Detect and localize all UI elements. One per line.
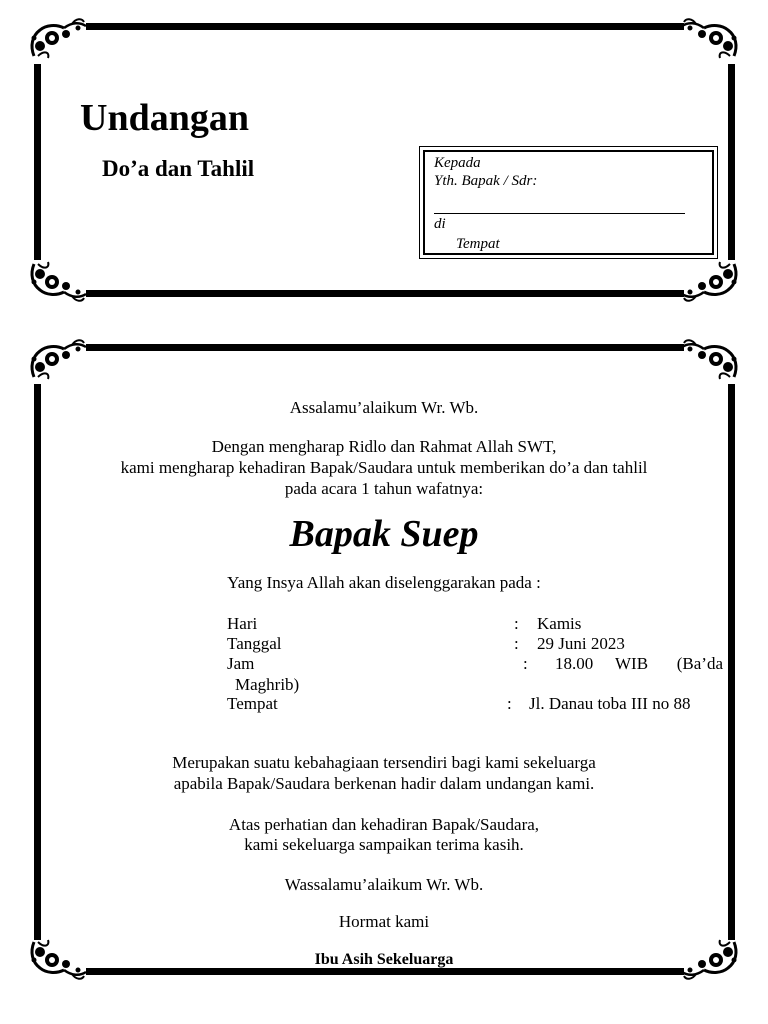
detail-tanggal-label: Tanggal [227,634,282,653]
letter-border-top [86,344,684,351]
address-tempat: Tempat [456,236,500,252]
envelope-border-bottom [86,290,684,297]
detail-hari-label: Hari [227,614,258,633]
corner-ornament-icon [680,258,740,304]
held-on-text: Yang Insya Allah akan diselenggarakan pada : [227,573,541,592]
detail-jam-time: 18.00 [555,654,594,673]
detail-jam-label: Jam [227,654,255,673]
intro-line: pada acara 1 tahun wafatnya: [284,479,484,498]
address-blank-line [434,213,685,214]
detail-separator: : [523,654,528,673]
corner-ornament-icon [28,337,88,383]
envelope-border-right [728,64,735,260]
greeting: Assalamu’alaikum Wr. Wb. [289,398,479,417]
detail-jam-zone: WIB [615,654,649,673]
regards: Hormat kami [338,912,430,931]
address-kepada: Kepada [434,155,481,171]
deceased-name: Bapak Suep [289,513,479,555]
invitation-subtitle: Do’a dan Tahlil [102,156,255,181]
thanks-line: Atas perhatian dan kehadiran Bapak/Saudara, [228,815,540,834]
corner-ornament-icon [28,16,88,62]
envelope-border-top [86,23,684,30]
closing-line: apabila Bapak/Saudara berkenan hadir dalam undangan kami. [173,774,595,793]
detail-separator: : [514,634,519,653]
signature: Ibu Asih Sekeluarga [314,951,454,968]
letter-border-right [728,384,735,940]
intro-line: kami mengharap kehadiran Bapak/Saudara untuk memberikan do’a dan tahlil [120,458,648,477]
farewell: Wassalamu’alaikum Wr. Wb. [284,875,484,894]
detail-hari-value: Kamis [537,614,582,633]
thanks-line: kami sekeluarga sampaikan terima kasih. [244,835,524,854]
detail-jam-note-cont: Maghrib) [235,675,300,694]
address-box [419,146,718,259]
detail-tanggal-value: 29 Juni 2023 [537,634,625,653]
detail-jam-note: (Ba’da [676,654,723,673]
closing-line: Merupakan suatu kebahagiaan tersendiri bagi kami sekeluarga [172,753,596,772]
detail-separator: : [507,694,512,713]
corner-ornament-icon [680,337,740,383]
detail-tempat-value: Jl. Danau toba III no 88 [529,694,691,713]
envelope-border-left [34,64,41,260]
invitation-title: Undangan [80,97,249,139]
address-di: di [434,216,446,232]
letter-border-bottom [86,968,684,975]
detail-tempat-label: Tempat [227,694,278,713]
intro-line: Dengan mengharap Ridlo dan Rahmat Allah SWT, [211,437,557,456]
address-recipient-label: Yth. Bapak / Sdr: [434,173,538,189]
corner-ornament-icon [28,258,88,304]
detail-separator: : [514,614,519,633]
address-box-inner [423,150,714,255]
corner-ornament-icon [680,16,740,62]
